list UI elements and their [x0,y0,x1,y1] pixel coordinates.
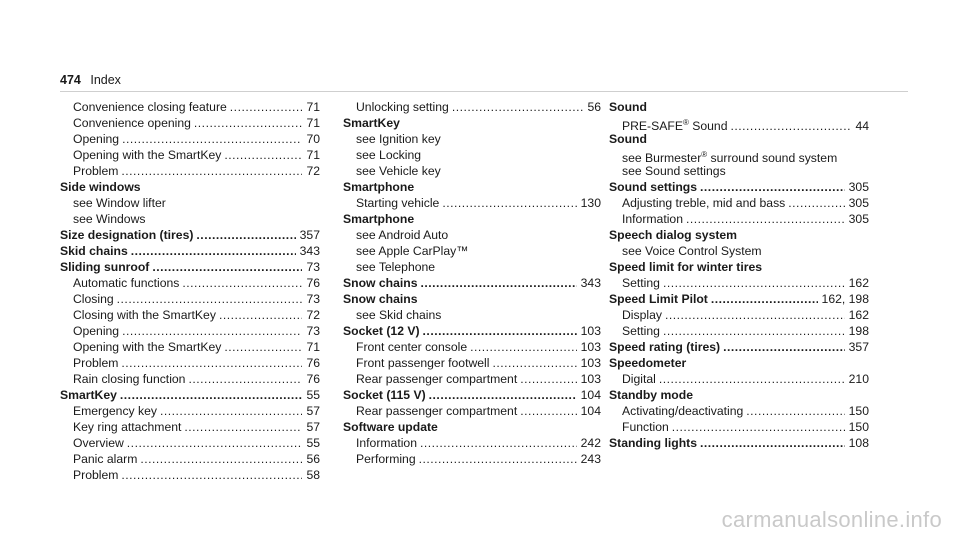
index-entry [609,371,869,387]
leader-dots [188,371,302,387]
leader-dots [746,403,844,419]
index-heading [343,291,601,307]
index-heading [343,211,601,227]
entry-text: see Android Auto [356,228,449,242]
leader-dots [196,227,295,243]
entry-text: Side windows [60,180,141,194]
index-entry [60,211,320,227]
page-reference: 243 [580,452,601,466]
index-entry [609,275,869,291]
index-heading [60,243,320,259]
entry-text: Speed Limit Pilot [609,292,708,306]
index-heading [609,99,869,115]
index-entry [343,371,601,387]
leader-dots [419,451,577,467]
index-heading [343,275,601,291]
index-entry [609,115,869,134]
page-reference: 71 [306,100,320,114]
leader-dots [121,467,302,483]
entry-text: see Windows [73,212,146,226]
entry-text: Socket (115 V) [343,388,426,402]
entry-text: see Locking [356,148,422,162]
index-entry [60,291,320,307]
entry-text: Rear passenger compartment [356,404,518,418]
index-heading [343,387,601,403]
index-entry [60,131,320,147]
entry-text: Speech dialog system [609,228,738,242]
entry-text: Rain closing function [73,372,186,386]
entry-text: Sound settings [609,180,698,194]
entry-text: see Ignition key [356,132,441,146]
index-entry [343,403,601,419]
leader-dots [184,419,302,435]
index-entry [343,451,601,467]
index-heading [609,291,869,307]
leader-dots [665,307,845,323]
entry-text: Standby mode [609,388,693,402]
leader-dots [492,355,576,371]
page-reference: 242 [580,436,601,450]
index-entry [60,467,320,483]
entry-text: Setting [622,276,660,290]
entry-text: Speed limit for winter tires [609,260,763,274]
entry-text: Software update [343,420,438,434]
index-column-1 [60,99,320,483]
entry-text: Unlocking setting [356,100,449,114]
page-reference: 72 [306,164,320,178]
index-heading [60,179,320,195]
leader-dots [663,323,845,339]
entry-text: Overview [73,436,124,450]
leader-dots [182,275,302,291]
entry-text: see Burmester® surround sound system [622,150,838,166]
index-heading [343,179,601,195]
entry-text: Setting [622,324,660,338]
page-reference: 357 [848,340,869,354]
entry-text: Sound [609,132,647,146]
leader-dots [520,403,576,419]
entry-text: Rear passenger compartment [356,372,518,386]
entry-text: SmartKey [60,388,117,402]
entry-text: see Voice Control System [622,244,762,258]
index-heading [343,115,601,131]
page-reference: 56 [306,452,320,466]
page-reference: 305 [848,180,869,194]
page-reference: 71 [306,116,320,130]
page-number: 474 [60,73,81,87]
index-entry [343,99,601,115]
index-entry [60,355,320,371]
page-reference: 130 [580,196,601,210]
index-entry [60,451,320,467]
page-reference: 57 [306,404,320,418]
index-entry [60,419,320,435]
index-entry [60,195,320,211]
entry-text: Key ring attachment [73,420,182,434]
leader-dots [224,147,302,163]
page-reference: 71 [306,340,320,354]
index-heading [609,387,869,403]
entry-text: Opening with the SmartKey [73,340,222,354]
page-reference: 56 [587,100,601,114]
leader-dots [663,275,845,291]
leader-dots [117,291,303,307]
entry-text: Closing with the SmartKey [73,308,216,322]
leader-dots [230,99,303,115]
page-reference: 108 [848,436,869,450]
index-column-2 [343,99,601,467]
leader-dots [423,323,577,339]
index-entry [60,163,320,179]
index-entry [60,339,320,355]
entry-text: Front passenger footwell [356,356,490,370]
index-heading [609,435,869,451]
index-entry [343,259,601,275]
watermark-bar [0,495,960,533]
leader-dots [131,243,296,259]
entry-text: Problem [73,468,119,482]
section-title: Index [90,73,121,87]
index-heading [60,259,320,275]
leader-dots [788,195,844,211]
index-entry [609,307,869,323]
entry-text: Snow chains [343,276,418,290]
page-reference: 57 [306,420,320,434]
leader-dots [127,435,303,451]
index-heading [343,323,601,339]
leader-dots [452,99,584,115]
page-reference: 305 [848,196,869,210]
page-reference: 73 [306,324,320,338]
index-entry [609,323,869,339]
index-entry [343,339,601,355]
index-heading [609,227,869,243]
index-heading [343,419,601,435]
leader-dots [700,435,845,451]
leader-dots [420,435,577,451]
leader-dots [470,339,577,355]
index-entry [60,323,320,339]
entry-text: Convenience opening [73,116,191,130]
entry-text: Speed rating (tires) [609,340,721,354]
leader-dots [122,131,302,147]
page-reference: 104 [580,388,601,402]
page-reference: 58 [306,468,320,482]
index-entry [60,371,320,387]
index-entry [60,147,320,163]
page-reference: 305 [848,212,869,226]
leader-dots [120,387,303,403]
entry-text: Problem [73,356,119,370]
page-reference: 76 [306,356,320,370]
entry-text: Speedometer [609,356,687,370]
page-reference: 103 [580,356,601,370]
leader-dots [140,451,302,467]
leader-dots [520,371,576,387]
page-reference: 76 [306,372,320,386]
entry-text: Automatic functions [73,276,180,290]
index-entry [343,307,601,323]
entry-text: SmartKey [343,116,400,130]
page-reference: 70 [306,132,320,146]
leader-dots [121,163,302,179]
index-entry [343,227,601,243]
leader-dots [194,115,303,131]
entry-text: PRE-SAFE® Sound [622,118,728,134]
index-entry [60,275,320,291]
leader-dots [442,195,576,211]
leader-dots [152,259,302,275]
leader-dots [711,291,818,307]
page-reference: 76 [306,276,320,290]
index-entry [60,99,320,115]
entry-text: Socket (12 V) [343,324,420,338]
leader-dots [429,387,577,403]
index-column-3 [609,99,869,451]
leader-dots [731,118,852,134]
leader-dots [421,275,577,291]
page-reference: 103 [580,340,601,354]
index-entry [60,403,320,419]
page-reference: 210 [848,372,869,386]
index-entry [343,435,601,451]
leader-dots [121,355,302,371]
entry-text: Activating/deactivating [622,404,744,418]
entry-text: see Vehicle key [356,164,441,178]
page-reference: 357 [299,228,320,242]
index-entry [343,131,601,147]
index-entry [60,115,320,131]
watermark-text: carmanualsonline.info [721,507,942,532]
page-reference: 72 [306,308,320,322]
entry-text: Problem [73,164,119,178]
index-entry [609,243,869,259]
page-reference: 55 [306,436,320,450]
entry-text: Snow chains [343,292,418,306]
index-heading [609,179,869,195]
leader-dots [224,339,302,355]
leader-dots [672,419,845,435]
entry-text: Front center console [356,340,468,354]
entry-text: Smartphone [343,180,415,194]
entry-text: Function [622,420,669,434]
leader-dots [686,211,845,227]
page-reference: 162, 198 [821,292,869,306]
entry-text: Information [356,436,417,450]
index-heading [60,387,320,403]
index-entry [343,163,601,179]
index-heading [609,355,869,371]
entry-text: Closing [73,292,114,306]
page-reference: 343 [299,244,320,258]
index-entry [60,435,320,451]
index-heading [609,259,869,275]
page-reference: 103 [580,324,601,338]
leader-dots [122,323,302,339]
entry-text: Display [622,308,662,322]
entry-text: Skid chains [60,244,128,258]
page-reference: 162 [848,276,869,290]
index-entry [609,419,869,435]
page-reference: 71 [306,148,320,162]
page-reference: 44 [855,119,869,134]
index-entry [343,355,601,371]
page-reference: 343 [580,276,601,290]
entry-text: Standing lights [609,436,698,450]
page-reference: 55 [306,388,320,402]
entry-text: Sound [609,100,647,114]
index-entry [343,195,601,211]
index-entry [609,147,869,166]
entry-text: see Apple CarPlay™ [356,244,469,258]
index-entry [343,243,601,259]
index-heading [609,339,869,355]
entry-text: Opening with the SmartKey [73,148,222,162]
header-divider [60,91,908,92]
entry-text: Emergency key [73,404,157,418]
leader-dots [219,307,303,323]
page-header [60,73,121,87]
entry-text: Opening [73,324,120,338]
index-entry [343,147,601,163]
index-entry [60,307,320,323]
entry-text: see Sound settings [622,164,726,178]
page-reference: 150 [848,420,869,434]
page-reference: 73 [306,292,320,306]
index-entry [609,211,869,227]
page-reference: 198 [848,324,869,338]
entry-text: Information [622,212,683,226]
page-reference: 73 [306,260,320,274]
page-reference: 103 [580,372,601,386]
page-reference: 104 [580,404,601,418]
entry-text: Panic alarm [73,452,138,466]
entry-text: see Window lifter [73,196,166,210]
leader-dots [723,339,845,355]
index-entry [609,195,869,211]
index-entry [609,403,869,419]
entry-text: Size designation (tires) [60,228,194,242]
entry-text: Starting vehicle [356,196,440,210]
entry-text: Opening [73,132,120,146]
leader-dots [160,403,302,419]
entry-text: Performing [356,452,416,466]
page-reference: 150 [848,404,869,418]
entry-text: Sliding sunroof [60,260,150,274]
page-reference: 162 [848,308,869,322]
index-heading [60,227,320,243]
entry-text: Smartphone [343,212,415,226]
entry-text: see Skid chains [356,308,442,322]
entry-text: Digital [622,372,656,386]
leader-dots [700,179,845,195]
entry-text: Adjusting treble, mid and bass [622,196,786,210]
entry-text: Convenience closing feature [73,100,227,114]
entry-text: see Telephone [356,260,436,274]
leader-dots [659,371,845,387]
